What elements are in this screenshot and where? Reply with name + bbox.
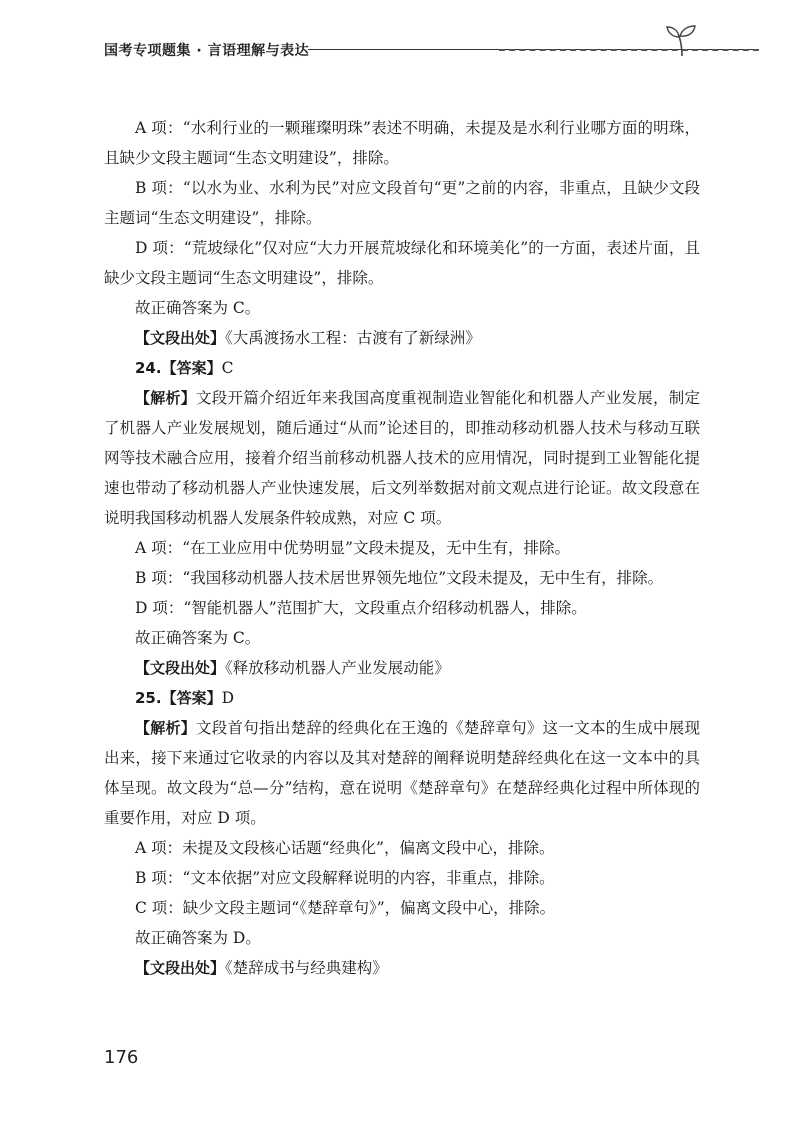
section-tag: 【解析】 bbox=[135, 719, 197, 737]
paragraph-text: 《楚辞成书与经典建构》 bbox=[225, 959, 388, 977]
option-analysis-paragraph bbox=[104, 173, 700, 233]
section-tag: 【文段出处】 bbox=[135, 329, 226, 347]
paragraph-text: C bbox=[221, 359, 234, 377]
paragraph-text: D 项：“智能机器人”范围扩大，文段重点介绍移动机器人，排除。 bbox=[135, 599, 587, 617]
header-title: 国考专项题集 · 言语理解与表达 bbox=[104, 43, 310, 59]
header-dashed-rule bbox=[499, 49, 759, 51]
paragraph-text: 故正确答案为 C。 bbox=[135, 299, 261, 317]
tagged-paragraph bbox=[104, 953, 700, 983]
paragraph-text: A 项：未提及文段核心话题“经典化”，偏离文段中心，排除。 bbox=[135, 839, 555, 857]
option-analysis-paragraph bbox=[104, 593, 700, 623]
option-analysis-paragraph bbox=[104, 923, 700, 953]
section-tag: 【文段出处】 bbox=[135, 659, 226, 677]
option-analysis-paragraph bbox=[104, 563, 700, 593]
paragraph-text: B 项：“以水为业、水利为民”对应文段首句“更”之前的内容，非重点，且缺少文段主题词“生态文明建设”，排除。 bbox=[104, 179, 700, 227]
option-analysis-paragraph bbox=[104, 893, 700, 923]
tagged-paragraph bbox=[104, 713, 700, 833]
paragraph-text: A 项：“在工业应用中优势明显”文段未提及，无中生有，排除。 bbox=[135, 539, 570, 557]
tagged-paragraph bbox=[104, 683, 700, 713]
paragraph-text: C 项：缺少文段主题词“《楚辞章句》”，偏离文段中心，排除。 bbox=[135, 899, 556, 917]
paragraph-text: 故正确答案为 C。 bbox=[135, 629, 261, 647]
paragraph-text: 文段开篇介绍近年来我国高度重视制造业智能化和机器人产业发展，制定了机器人产业发展规划，随后通过“从而”论述目的，即推动移动机器人技术与移动互联网等技术融合应用，接着介绍当前移动机器人技术的应用情况，同时提到工业智能化提速也带动了移动机器人产业快速发展，后文列举数据对前文观点进行论证。故文段意在说明我国移动机器人发展条件较成熟，对应 C 项。 bbox=[104, 389, 700, 527]
section-tag: 【文段出处】 bbox=[135, 959, 226, 977]
option-analysis-paragraph bbox=[104, 293, 700, 323]
option-analysis-paragraph bbox=[104, 863, 700, 893]
tagged-paragraph bbox=[104, 323, 700, 353]
running-header bbox=[104, 36, 700, 66]
sprout-icon bbox=[664, 24, 700, 58]
option-analysis-paragraph bbox=[104, 113, 700, 173]
tagged-paragraph bbox=[104, 353, 700, 383]
paragraph-text: 《大禹渡扬水工程：古渡有了新绿洲》 bbox=[225, 329, 481, 347]
answer-explanations bbox=[104, 113, 700, 983]
option-analysis-paragraph bbox=[104, 833, 700, 863]
paragraph-text: D 项：“荒坡绿化”仅对应“大力开展荒坡绿化和环境美化”的一方面，表述片面，且缺少文段主题词“生态文明建设”，排除。 bbox=[104, 239, 700, 287]
option-analysis-paragraph bbox=[104, 233, 700, 293]
section-tag: 【解析】 bbox=[135, 389, 197, 407]
option-analysis-paragraph bbox=[104, 533, 700, 563]
section-tag: 25.【答案】 bbox=[135, 689, 222, 707]
paragraph-text: 故正确答案为 D。 bbox=[135, 929, 261, 947]
paragraph-text: D bbox=[221, 689, 235, 707]
tagged-paragraph bbox=[104, 383, 700, 533]
paragraph-text: B 项：“我国移动机器人技术居世界领先地位”文段未提及，无中生有，排除。 bbox=[135, 569, 664, 587]
tagged-paragraph bbox=[104, 653, 700, 683]
paragraph-text: 《释放移动机器人产业发展动能》 bbox=[225, 659, 450, 677]
paragraph-text: A 项：“水利行业的一颗璀璨明珠”表述不明确，未提及是水利行业哪方面的明珠，且缺少文段主题词“生态文明建设”，排除。 bbox=[104, 119, 700, 167]
paragraph-text: B 项：“文本依据”对应文段解释说明的内容，非重点，排除。 bbox=[135, 869, 555, 887]
section-tag: 24.【答案】 bbox=[135, 359, 222, 377]
paragraph-text: 文段首句指出楚辞的经典化在王逸的《楚辞章句》这一文本的生成中展现出来，接下来通过它收录的内容以及其对楚辞的阐释说明楚辞经典化在这一文本中的具体呈现。故文段为“总—分”结构，意在说明《楚辞章句》在楚辞经典化过程中所体现的重要作用，对应 D 项。 bbox=[104, 719, 700, 827]
option-analysis-paragraph bbox=[104, 623, 700, 653]
page-number: 176 bbox=[104, 1047, 139, 1068]
